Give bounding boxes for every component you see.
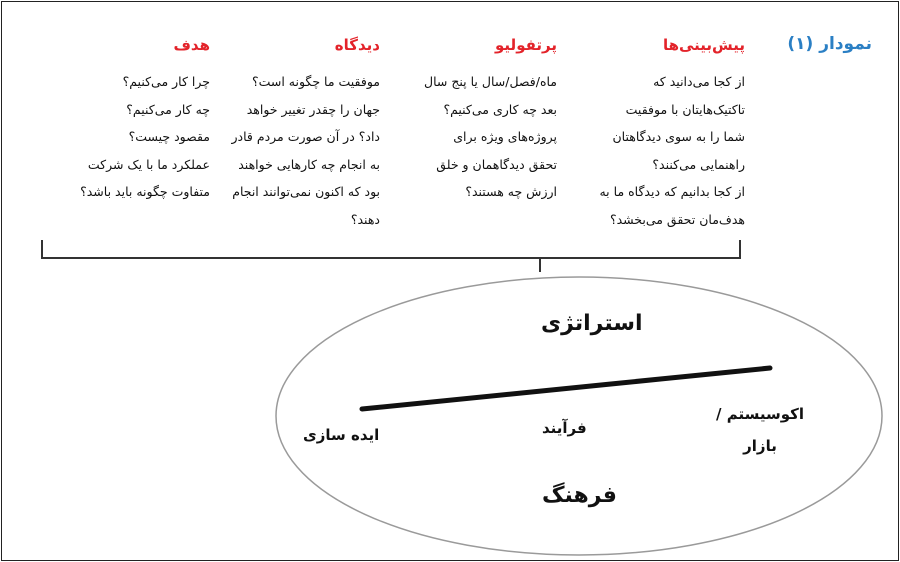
text-line: بود که اکنون نمی‌توانند انجام [232,184,380,199]
text-line: دهند؟ [350,211,380,227]
market-label-line: بازار [743,437,777,455]
ideation-label: ایده سازی [303,426,380,444]
column-title-vision: دیدگاه [334,36,380,54]
text-line: به انجام چه کارهایی خواهند [238,156,380,172]
process-label: فرآیند [542,419,587,437]
text-line: تحقق دیدگاهمان و خلق [436,156,557,172]
text-line: موفقیت ما چگونه است؟ [251,74,380,89]
column-title-goal: هدف [173,36,210,54]
text-line: پروژه‌های ویژه برای [453,129,557,144]
text-line: هدف‌مان تحقق می‌بخشد؟ [609,211,745,227]
strategy-line [362,368,770,409]
text-line: عملکرد ما با یک شرکت [87,156,210,172]
column-title-predictions: پیش‌بینی‌ها [662,36,745,54]
text-line: از کجا بدانیم که دیدگاه ما به [599,184,745,199]
strategy-label: استراتژی [541,311,643,336]
text-line: شما را به سوی دیدگاهتان [612,129,745,144]
text-line: مقصود چیست؟ [128,129,210,144]
text-line: ارزش چه هستند؟ [465,184,557,199]
column-title-portfolio: پرتفولیو [495,36,557,54]
figure-title: نمودار (۱) [787,34,872,54]
text-line: راهنمایی می‌کنند؟ [652,156,745,172]
ecosystem-market-label [716,398,804,462]
text-line: جهان را چقدر تغییر خواهد [246,101,380,117]
text-line: داد؟ در آن صورت مردم قادر [231,129,380,144]
grouping-bracket [42,240,740,272]
text-line: از کجا می‌دانید که [653,74,745,89]
text-line: تاکتیک‌هایتان با موفقیت [625,101,745,117]
text-line: بعد چه کاری می‌کنیم؟ [443,101,557,117]
text-line: چرا کار می‌کنیم؟ [122,74,210,89]
culture-label: فرهنگ [542,483,617,508]
text-line: چه کار می‌کنیم؟ [126,101,210,117]
text-line: متفاوت چگونه باید باشد؟ [80,184,210,199]
ecosystem-label-line: اکوسیستم / [716,405,804,423]
text-line: ماه/فصل/سال یا پنج سال [423,74,557,89]
